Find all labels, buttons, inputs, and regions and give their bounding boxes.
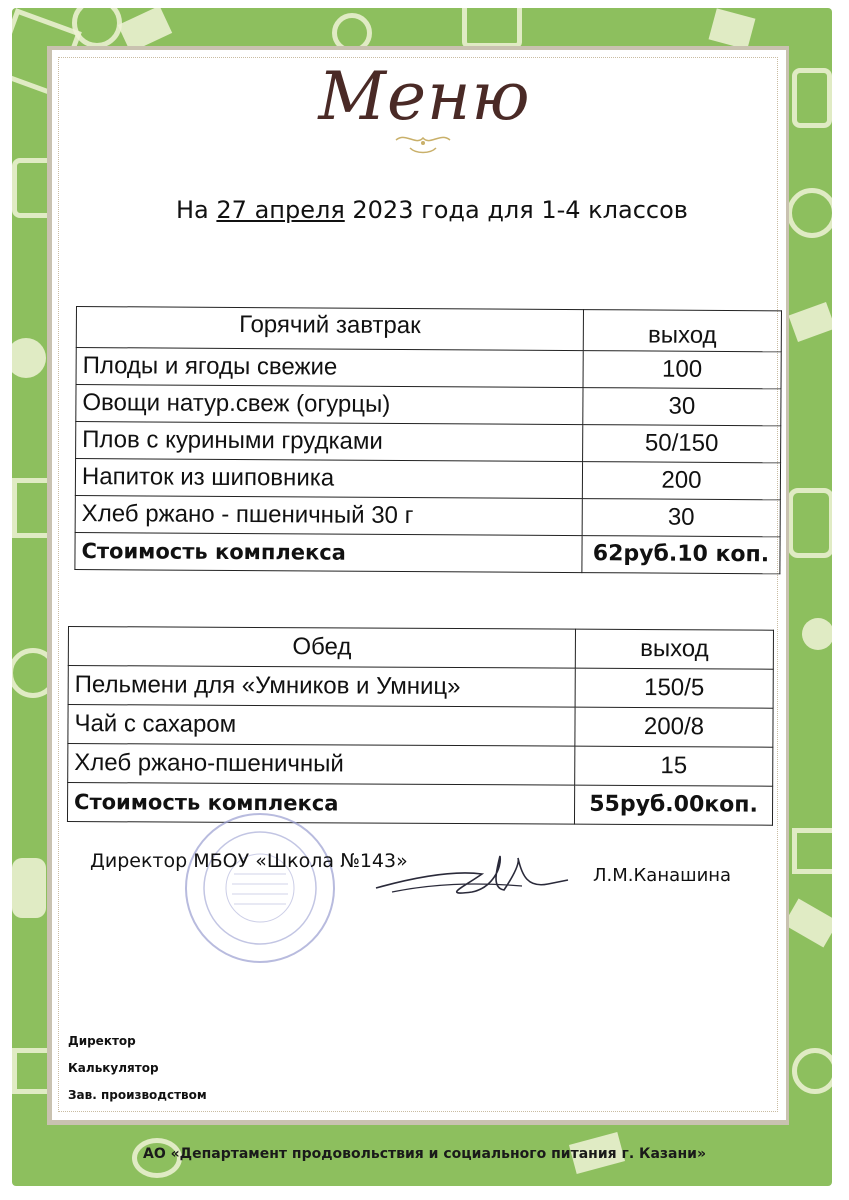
decor-shape [12,338,46,378]
total-label: Стоимость комплекса [75,532,582,572]
item-name: Чай с сахаром [68,705,575,747]
item-yield: 30 [582,499,780,537]
decor-shape [802,618,832,650]
item-yield: 150/5 [575,668,773,708]
decor-shape [72,8,122,48]
decor-shape [709,8,756,49]
table-row [76,385,781,426]
item-yield: 200 [582,462,780,500]
yield-header: выход [575,629,773,669]
item-yield: 15 [575,746,773,786]
date-suffix: 2023 года для 1-4 классов [352,196,688,224]
item-name: Напиток из шиповника [75,459,582,499]
total-value: 62руб.10 коп. [582,536,780,574]
date-line [176,196,688,224]
decor-shape [784,899,832,948]
decor-shape [792,828,832,874]
decor-shape [792,1048,832,1094]
table-header-row [76,307,781,352]
page-title: Меню [318,58,531,135]
decor-shape [788,302,832,342]
yield-header: выход [583,310,781,352]
item-name: Хлеб ржано-пшеничный [68,744,575,786]
decor-shape [787,188,832,238]
table-header-row [68,627,773,670]
roles-list [68,1032,207,1113]
total-row [75,532,780,573]
role-calculator: Калькулятор [68,1061,159,1075]
decor-shape [462,8,522,48]
breakfast-table [74,306,782,574]
table-row [75,495,780,536]
decor-shape [788,488,832,558]
role-production-head: Зав. производством [68,1088,207,1102]
total-row [67,783,772,826]
round-seal-stamp [180,808,340,968]
footer-organization: АО «Департамент продовольствия и социального питания г. Казани» [142,1146,707,1162]
signature [372,848,572,908]
item-name: Овощи натур.свеж (огурцы) [76,385,583,425]
item-name: Пельмени для «Умников и Умниц» [68,666,575,708]
flourish-ornament [392,128,454,158]
table-row [76,348,781,389]
item-name: Хлеб ржано - пшеничный 30 г [75,495,582,535]
table-row [68,666,773,709]
item-yield: 30 [583,388,781,426]
item-yield: 200/8 [575,707,773,747]
item-yield: 50/150 [583,425,781,463]
item-yield: 100 [583,351,781,389]
item-name: Плоды и ягоды свежие [76,348,583,388]
director-title: Директор МБОУ «Школа №143» [90,850,408,872]
date-value: 27 апреля [216,196,345,224]
date-prefix: На [176,196,209,224]
decor-shape [12,858,46,918]
lunch-header: Обед [68,627,575,669]
total-value: 55руб.00коп. [574,785,772,825]
breakfast-header: Горячий завтрак [76,307,583,351]
director-name: Л.М.Канашина [593,865,732,886]
role-director: Директор [68,1034,136,1048]
table-row [68,705,773,748]
total-label: Стоимость комплекса [67,783,574,825]
lunch-table [67,626,774,826]
table-row [68,744,773,787]
item-name: Плов с куриными грудками [76,422,583,462]
table-row [76,422,781,463]
table-row [75,459,780,500]
